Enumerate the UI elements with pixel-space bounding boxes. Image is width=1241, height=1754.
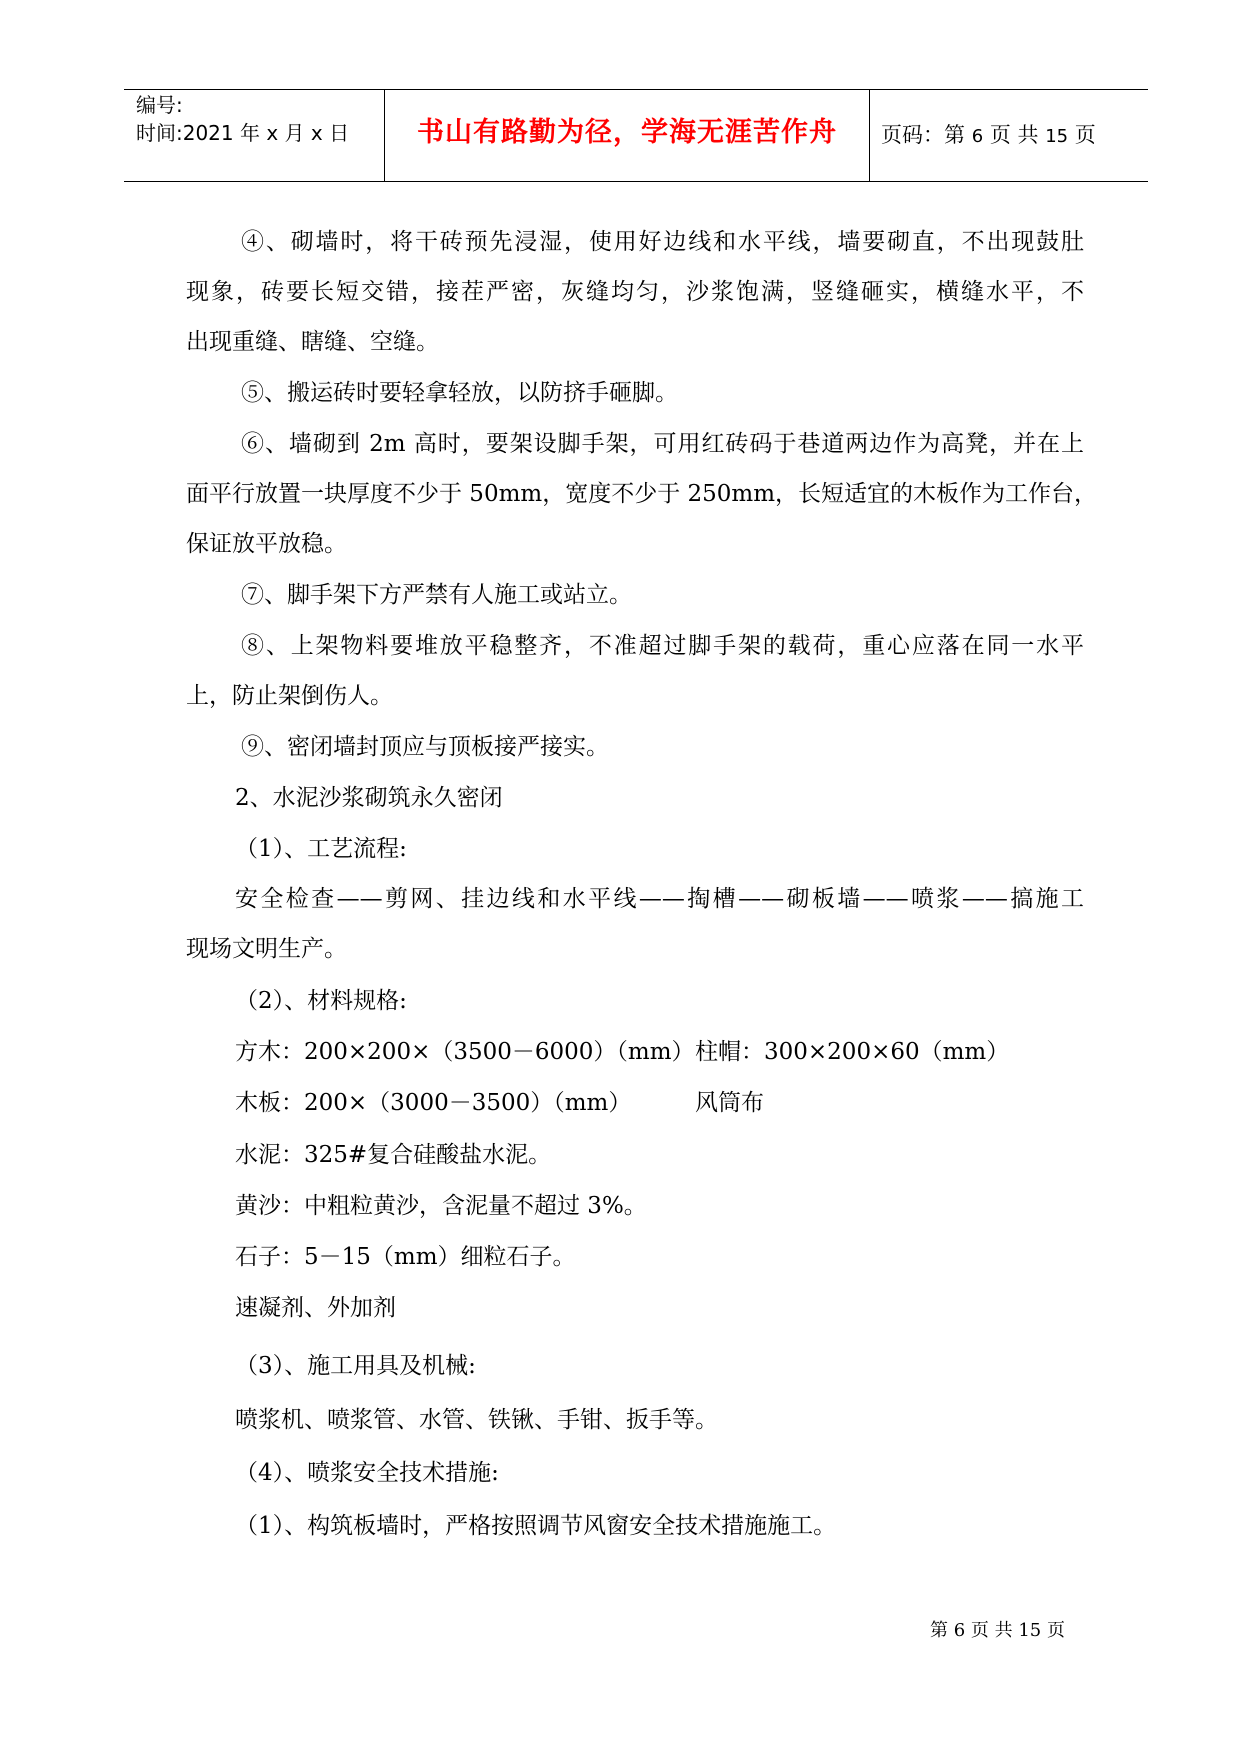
document-number-label: 编号:: [136, 93, 183, 117]
material-spec: 水泥：325#复合硅酸盐水泥。: [235, 1142, 552, 1168]
material-spec: 速凝剂、外加剂: [235, 1295, 396, 1321]
header-page-cell: [869, 90, 1148, 181]
body-line: 面平行放置一块厚度不少于 50mm，宽度不少于 250mm，长短适宜的木板作为工作台，: [186, 481, 1098, 507]
page-total: 15: [1045, 126, 1069, 147]
page-suffix: 页: [1074, 123, 1096, 147]
body-line: 保证放平放稳。: [186, 531, 347, 557]
material-spec: 石子：5－15（mm）细粒石子。: [235, 1244, 576, 1270]
material-spec: 黄沙：中粗粒黄沙，含泥量不超过 3%。: [235, 1193, 647, 1219]
body-line: ⑥、墙砌到 2m 高时，要架设脚手架，可用红砖码于巷道两边作为高凳，并在上: [241, 431, 1084, 457]
material-spec: 方木：200×200×（3500－6000）（mm）: [235, 1039, 695, 1065]
header-left-cell: [124, 90, 384, 181]
body-line: 出现重缝、瞎缝、空缝。: [186, 329, 439, 355]
body-line: ④、砌墙时，将干砖预先浸湿，使用好边线和水平线，墙要砌直，不出现鼓肚: [241, 229, 1084, 255]
body-line: 安全检查——剪网、挂边线和水平线——掏槽——砌板墙——喷浆——搞施工: [235, 886, 1084, 912]
header-page-info: [881, 122, 1096, 150]
page-footer: 第 6 页 共 15 页: [930, 1620, 1065, 1641]
subsection-heading: （4）、喷浆安全技术措施:: [235, 1460, 499, 1486]
body-line: 现象，砖要长短交错，接茬严密，灰缝均匀，沙浆饱满，竖缝砸实，横缝水平，不: [186, 279, 1084, 305]
section-heading: 2、水泥沙浆砌筑永久密闭: [235, 785, 503, 811]
subsection-heading: （1）、工艺流程:: [235, 836, 407, 862]
body-line: ⑧、上架物料要堆放平稳整齐，不准超过脚手架的载荷，重心应落在同一水平: [241, 633, 1084, 659]
document-time-label: 时间:2021 年 x 月 x 日: [136, 121, 350, 145]
subsection-heading: （2）、材料规格:: [235, 988, 407, 1014]
body-line: ⑤、搬运砖时要轻拿轻放，以防挤手砸脚。: [241, 380, 678, 406]
body-line: ⑦、脚手架下方严禁有人施工或站立。: [241, 582, 632, 608]
header-motto: 书山有路勤为径，学海无涯苦作舟: [417, 117, 837, 148]
page-mid: 页 共: [989, 123, 1039, 147]
body-line: 喷浆机、喷浆管、水管、铁锹、手钳、扳手等。: [235, 1407, 718, 1433]
material-spec: 柱帽：300×200×60（mm）: [695, 1039, 1010, 1065]
page-prefix: 页码：第: [881, 123, 965, 147]
body-line: 上，防止架倒伤人。: [186, 683, 393, 709]
body-line: （1）、构筑板墙时，严格按照调节风窗安全技术措施施工。: [235, 1513, 837, 1539]
header-motto-cell: [384, 90, 870, 181]
subsection-heading: （3）、施工用具及机械:: [235, 1353, 476, 1379]
body-line: 现场文明生产。: [186, 936, 347, 962]
material-spec: 风筒布: [695, 1090, 764, 1116]
page-current: 6: [971, 126, 984, 147]
body-line: ⑨、密闭墙封顶应与顶板接严接实。: [241, 734, 609, 760]
document-header: [124, 89, 1148, 182]
material-spec: 木板：200×（3000－3500）（mm）: [235, 1090, 632, 1116]
